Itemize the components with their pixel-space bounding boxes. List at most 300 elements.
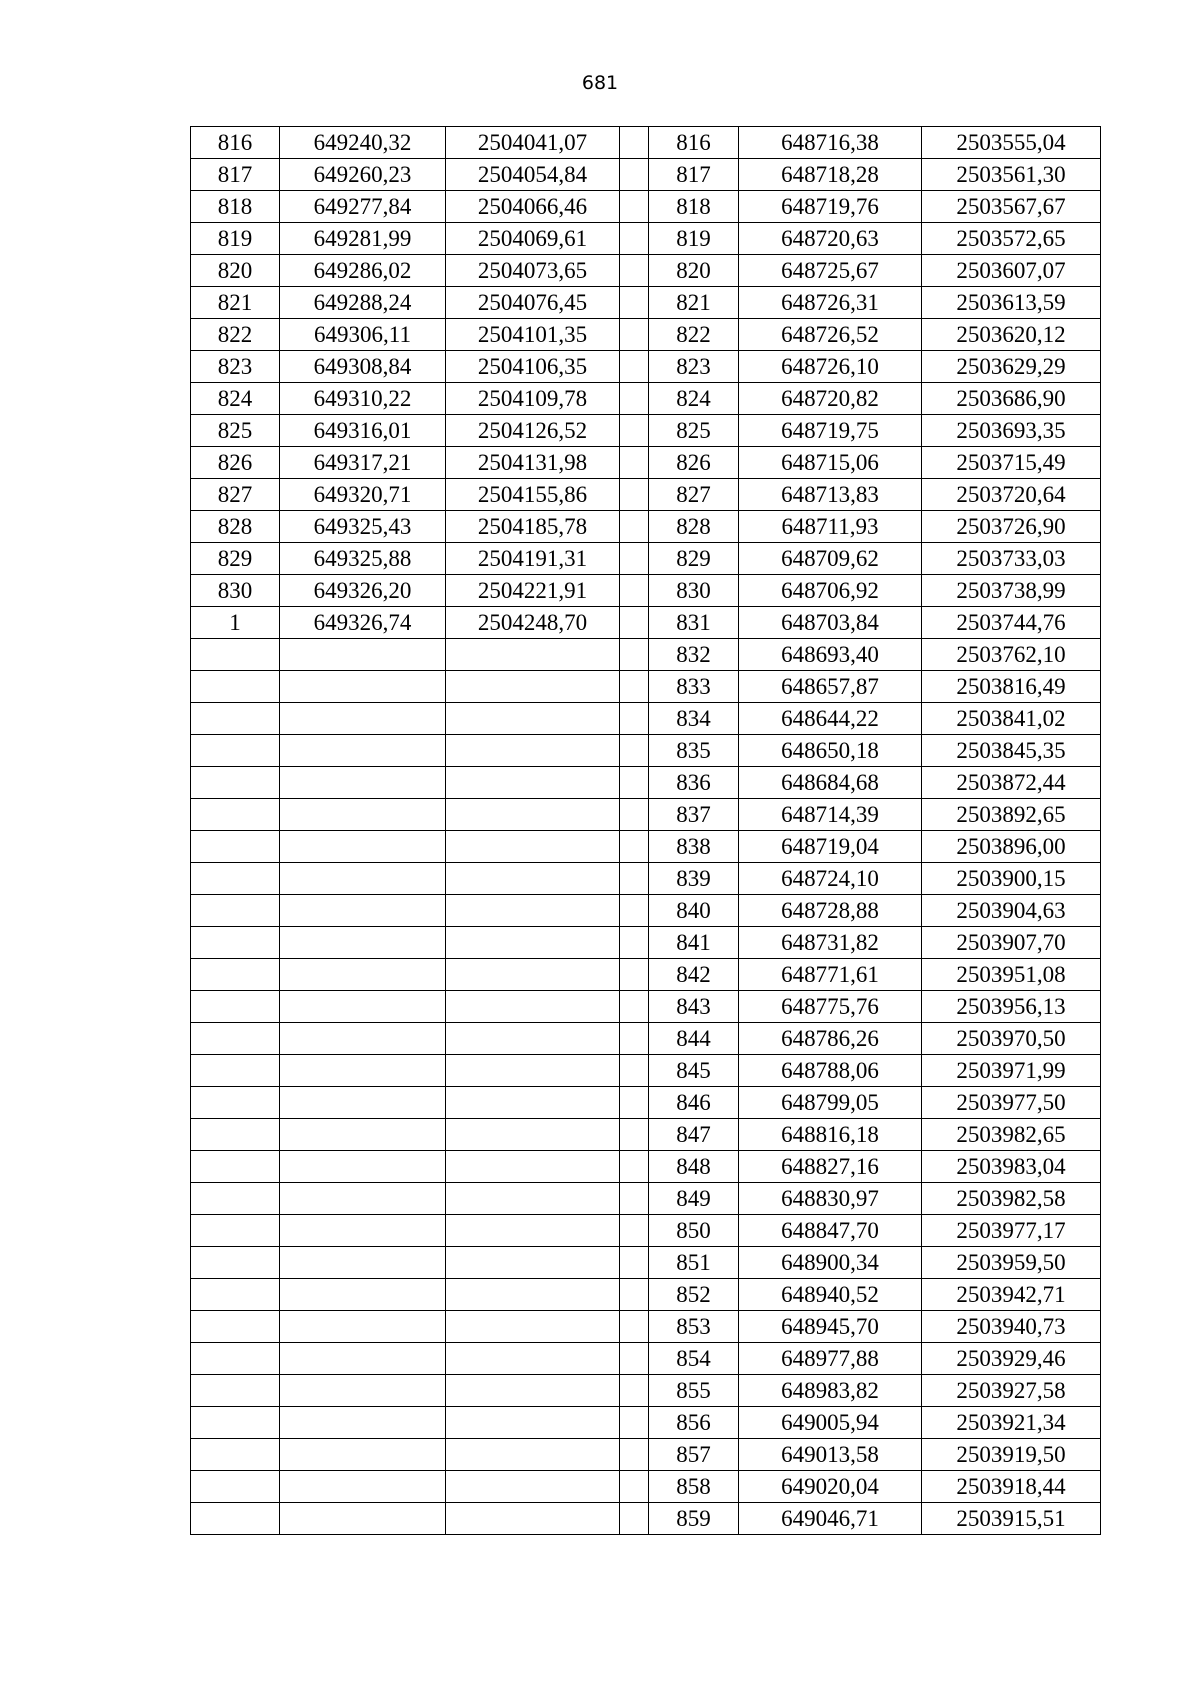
left-y-coordinate: 2504054,84 <box>446 159 620 191</box>
left-x-coordinate: 649240,32 <box>280 127 446 159</box>
left-point-number <box>191 1439 280 1471</box>
left-y-coordinate <box>446 735 620 767</box>
right-x-coordinate: 648945,70 <box>739 1311 922 1343</box>
left-point-number: 823 <box>191 351 280 383</box>
left-point-number <box>191 927 280 959</box>
separator-cell <box>620 1247 649 1279</box>
table-row <box>191 927 1101 959</box>
right-y-coordinate: 2503726,90 <box>922 511 1101 543</box>
left-point-number: 819 <box>191 223 280 255</box>
separator-cell <box>620 959 649 991</box>
separator-cell <box>620 831 649 863</box>
table-row <box>191 1311 1101 1343</box>
table-row <box>191 511 1101 543</box>
left-y-coordinate <box>446 1151 620 1183</box>
separator-cell <box>620 1183 649 1215</box>
right-y-coordinate: 2503977,50 <box>922 1087 1101 1119</box>
left-x-coordinate <box>280 1247 446 1279</box>
right-point-number: 824 <box>649 383 739 415</box>
right-y-coordinate: 2503940,73 <box>922 1311 1101 1343</box>
right-y-coordinate: 2503715,49 <box>922 447 1101 479</box>
right-x-coordinate: 648684,68 <box>739 767 922 799</box>
right-point-number: 825 <box>649 415 739 447</box>
table-row <box>191 127 1101 159</box>
left-x-coordinate <box>280 639 446 671</box>
table-row <box>191 1023 1101 1055</box>
right-y-coordinate: 2503613,59 <box>922 287 1101 319</box>
left-x-coordinate <box>280 991 446 1023</box>
right-point-number: 842 <box>649 959 739 991</box>
separator-cell <box>620 895 649 927</box>
left-y-coordinate <box>446 1215 620 1247</box>
left-x-coordinate <box>280 703 446 735</box>
left-y-coordinate: 2504041,07 <box>446 127 620 159</box>
left-y-coordinate <box>446 639 620 671</box>
right-point-number: 839 <box>649 863 739 895</box>
left-y-coordinate: 2504191,31 <box>446 543 620 575</box>
separator-cell <box>620 1343 649 1375</box>
right-point-number: 857 <box>649 1439 739 1471</box>
left-point-number <box>191 1279 280 1311</box>
left-y-coordinate <box>446 927 620 959</box>
table-row <box>191 1375 1101 1407</box>
right-x-coordinate: 648726,52 <box>739 319 922 351</box>
right-x-coordinate: 648731,82 <box>739 927 922 959</box>
right-y-coordinate: 2503970,50 <box>922 1023 1101 1055</box>
page-number: 681 <box>581 72 619 94</box>
right-point-number: 840 <box>649 895 739 927</box>
right-x-coordinate: 648728,88 <box>739 895 922 927</box>
left-x-coordinate: 649325,43 <box>280 511 446 543</box>
table-row <box>191 255 1101 287</box>
right-x-coordinate: 648719,76 <box>739 191 922 223</box>
left-x-coordinate <box>280 1151 446 1183</box>
separator-cell <box>620 159 649 191</box>
right-x-coordinate: 648799,05 <box>739 1087 922 1119</box>
right-y-coordinate: 2503900,15 <box>922 863 1101 895</box>
left-point-number: 817 <box>191 159 280 191</box>
left-point-number <box>191 1023 280 1055</box>
table-row <box>191 671 1101 703</box>
right-y-coordinate: 2503921,34 <box>922 1407 1101 1439</box>
right-point-number: 829 <box>649 543 739 575</box>
separator-cell <box>620 511 649 543</box>
left-y-coordinate: 2504066,46 <box>446 191 620 223</box>
left-y-coordinate <box>446 1343 620 1375</box>
left-point-number <box>191 1343 280 1375</box>
left-y-coordinate: 2504076,45 <box>446 287 620 319</box>
right-x-coordinate: 648657,87 <box>739 671 922 703</box>
left-point-number <box>191 639 280 671</box>
left-y-coordinate <box>446 1247 620 1279</box>
left-x-coordinate <box>280 1471 446 1503</box>
right-x-coordinate: 648703,84 <box>739 607 922 639</box>
right-point-number: 845 <box>649 1055 739 1087</box>
left-y-coordinate <box>446 895 620 927</box>
table-row <box>191 895 1101 927</box>
right-y-coordinate: 2503942,71 <box>922 1279 1101 1311</box>
right-y-coordinate: 2503733,03 <box>922 543 1101 575</box>
right-y-coordinate: 2503607,07 <box>922 255 1101 287</box>
right-x-coordinate: 648726,10 <box>739 351 922 383</box>
right-y-coordinate: 2503720,64 <box>922 479 1101 511</box>
separator-cell <box>620 799 649 831</box>
right-x-coordinate: 648775,76 <box>739 991 922 1023</box>
separator-cell <box>620 575 649 607</box>
right-y-coordinate: 2503919,50 <box>922 1439 1101 1471</box>
right-point-number: 855 <box>649 1375 739 1407</box>
left-x-coordinate: 649277,84 <box>280 191 446 223</box>
right-y-coordinate: 2503567,67 <box>922 191 1101 223</box>
table-row <box>191 1055 1101 1087</box>
left-x-coordinate <box>280 735 446 767</box>
left-point-number: 818 <box>191 191 280 223</box>
left-y-coordinate <box>446 799 620 831</box>
coordinates-table-body <box>191 127 1101 1535</box>
right-x-coordinate: 648771,61 <box>739 959 922 991</box>
left-x-coordinate <box>280 1119 446 1151</box>
left-point-number <box>191 1119 280 1151</box>
separator-cell <box>620 479 649 511</box>
left-point-number: 820 <box>191 255 280 287</box>
left-x-coordinate: 649288,24 <box>280 287 446 319</box>
left-x-coordinate <box>280 1087 446 1119</box>
left-y-coordinate: 2504155,86 <box>446 479 620 511</box>
right-x-coordinate: 648715,06 <box>739 447 922 479</box>
right-x-coordinate: 648724,10 <box>739 863 922 895</box>
right-point-number: 819 <box>649 223 739 255</box>
left-y-coordinate: 2504073,65 <box>446 255 620 287</box>
separator-cell <box>620 447 649 479</box>
table-row <box>191 447 1101 479</box>
left-y-coordinate <box>446 1311 620 1343</box>
left-y-coordinate: 2504101,35 <box>446 319 620 351</box>
left-x-coordinate: 649325,88 <box>280 543 446 575</box>
left-y-coordinate <box>446 767 620 799</box>
separator-cell <box>620 671 649 703</box>
right-point-number: 843 <box>649 991 739 1023</box>
table-row <box>191 799 1101 831</box>
right-point-number: 830 <box>649 575 739 607</box>
table-row <box>191 1439 1101 1471</box>
table-row <box>191 1183 1101 1215</box>
right-x-coordinate: 648726,31 <box>739 287 922 319</box>
right-y-coordinate: 2503555,04 <box>922 127 1101 159</box>
left-y-coordinate <box>446 1183 620 1215</box>
left-y-coordinate: 2504106,35 <box>446 351 620 383</box>
left-x-coordinate <box>280 1311 446 1343</box>
right-y-coordinate: 2503686,90 <box>922 383 1101 415</box>
left-point-number <box>191 1503 280 1535</box>
right-point-number: 854 <box>649 1343 739 1375</box>
right-y-coordinate: 2503929,46 <box>922 1343 1101 1375</box>
left-x-coordinate <box>280 671 446 703</box>
separator-cell <box>620 1439 649 1471</box>
left-point-number: 822 <box>191 319 280 351</box>
table-row <box>191 1503 1101 1535</box>
separator-cell <box>620 1151 649 1183</box>
right-point-number: 826 <box>649 447 739 479</box>
table-row <box>191 1215 1101 1247</box>
right-x-coordinate: 648706,92 <box>739 575 922 607</box>
right-point-number: 828 <box>649 511 739 543</box>
separator-cell <box>620 607 649 639</box>
left-x-coordinate <box>280 767 446 799</box>
right-point-number: 859 <box>649 1503 739 1535</box>
left-point-number <box>191 1375 280 1407</box>
right-x-coordinate: 649020,04 <box>739 1471 922 1503</box>
separator-cell <box>620 191 649 223</box>
left-y-coordinate: 2504069,61 <box>446 223 620 255</box>
left-point-number <box>191 831 280 863</box>
separator-cell <box>620 1119 649 1151</box>
left-point-number: 821 <box>191 287 280 319</box>
left-point-number: 829 <box>191 543 280 575</box>
separator-cell <box>620 863 649 895</box>
right-point-number: 827 <box>649 479 739 511</box>
right-point-number: 847 <box>649 1119 739 1151</box>
right-y-coordinate: 2503841,02 <box>922 703 1101 735</box>
left-point-number <box>191 1087 280 1119</box>
table-row <box>191 383 1101 415</box>
coordinates-table <box>190 126 1101 1535</box>
right-point-number: 835 <box>649 735 739 767</box>
left-point-number <box>191 703 280 735</box>
right-x-coordinate: 648718,28 <box>739 159 922 191</box>
right-y-coordinate: 2503629,29 <box>922 351 1101 383</box>
table-row <box>191 767 1101 799</box>
separator-cell <box>620 1471 649 1503</box>
left-y-coordinate: 2504109,78 <box>446 383 620 415</box>
left-point-number: 830 <box>191 575 280 607</box>
right-y-coordinate: 2503907,70 <box>922 927 1101 959</box>
right-point-number: 823 <box>649 351 739 383</box>
left-point-number: 824 <box>191 383 280 415</box>
right-point-number: 858 <box>649 1471 739 1503</box>
separator-cell <box>620 127 649 159</box>
right-x-coordinate: 648719,04 <box>739 831 922 863</box>
table-row <box>191 287 1101 319</box>
left-x-coordinate <box>280 1215 446 1247</box>
left-point-number <box>191 735 280 767</box>
table-row <box>191 607 1101 639</box>
left-x-coordinate <box>280 1279 446 1311</box>
separator-cell <box>620 927 649 959</box>
left-y-coordinate: 2504248,70 <box>446 607 620 639</box>
separator-cell <box>620 1055 649 1087</box>
right-point-number: 852 <box>649 1279 739 1311</box>
right-point-number: 822 <box>649 319 739 351</box>
table-row <box>191 1247 1101 1279</box>
left-x-coordinate <box>280 831 446 863</box>
right-y-coordinate: 2503738,99 <box>922 575 1101 607</box>
left-point-number <box>191 799 280 831</box>
right-point-number: 834 <box>649 703 739 735</box>
left-x-coordinate <box>280 863 446 895</box>
right-x-coordinate: 648900,34 <box>739 1247 922 1279</box>
table-row <box>191 415 1101 447</box>
right-point-number: 856 <box>649 1407 739 1439</box>
separator-cell <box>620 1087 649 1119</box>
left-y-coordinate <box>446 1375 620 1407</box>
right-y-coordinate: 2503872,44 <box>922 767 1101 799</box>
right-y-coordinate: 2503904,63 <box>922 895 1101 927</box>
separator-cell <box>620 1503 649 1535</box>
right-point-number: 816 <box>649 127 739 159</box>
table-row <box>191 703 1101 735</box>
table-row <box>191 735 1101 767</box>
table-row <box>191 575 1101 607</box>
right-x-coordinate: 648709,62 <box>739 543 922 575</box>
right-y-coordinate: 2503959,50 <box>922 1247 1101 1279</box>
right-point-number: 818 <box>649 191 739 223</box>
separator-cell <box>620 287 649 319</box>
left-point-number <box>191 959 280 991</box>
table-row <box>191 991 1101 1023</box>
left-y-coordinate <box>446 863 620 895</box>
right-x-coordinate: 648720,63 <box>739 223 922 255</box>
right-y-coordinate: 2503845,35 <box>922 735 1101 767</box>
right-x-coordinate: 648977,88 <box>739 1343 922 1375</box>
left-y-coordinate: 2504221,91 <box>446 575 620 607</box>
left-point-number <box>191 1055 280 1087</box>
left-x-coordinate <box>280 799 446 831</box>
right-y-coordinate: 2503956,13 <box>922 991 1101 1023</box>
table-row <box>191 543 1101 575</box>
right-y-coordinate: 2503762,10 <box>922 639 1101 671</box>
table-row <box>191 479 1101 511</box>
left-x-coordinate: 649310,22 <box>280 383 446 415</box>
left-x-coordinate <box>280 895 446 927</box>
left-y-coordinate <box>446 991 620 1023</box>
table-row <box>191 159 1101 191</box>
separator-cell <box>620 383 649 415</box>
left-x-coordinate <box>280 1375 446 1407</box>
right-point-number: 837 <box>649 799 739 831</box>
right-x-coordinate: 648830,97 <box>739 1183 922 1215</box>
right-x-coordinate: 648720,82 <box>739 383 922 415</box>
left-x-coordinate <box>280 1343 446 1375</box>
right-x-coordinate: 648716,38 <box>739 127 922 159</box>
left-y-coordinate <box>446 671 620 703</box>
right-y-coordinate: 2503951,08 <box>922 959 1101 991</box>
right-point-number: 844 <box>649 1023 739 1055</box>
right-point-number: 848 <box>649 1151 739 1183</box>
right-point-number: 817 <box>649 159 739 191</box>
right-y-coordinate: 2503927,58 <box>922 1375 1101 1407</box>
left-x-coordinate <box>280 1439 446 1471</box>
right-y-coordinate: 2503744,76 <box>922 607 1101 639</box>
left-x-coordinate <box>280 1503 446 1535</box>
right-point-number: 849 <box>649 1183 739 1215</box>
right-x-coordinate: 648983,82 <box>739 1375 922 1407</box>
table-row <box>191 191 1101 223</box>
left-point-number <box>191 767 280 799</box>
left-point-number <box>191 1471 280 1503</box>
separator-cell <box>620 735 649 767</box>
left-y-coordinate <box>446 1439 620 1471</box>
right-x-coordinate: 648711,93 <box>739 511 922 543</box>
right-y-coordinate: 2503816,49 <box>922 671 1101 703</box>
right-point-number: 836 <box>649 767 739 799</box>
left-y-coordinate <box>446 1055 620 1087</box>
left-point-number: 828 <box>191 511 280 543</box>
right-point-number: 838 <box>649 831 739 863</box>
table-row <box>191 863 1101 895</box>
left-y-coordinate <box>446 831 620 863</box>
left-point-number: 825 <box>191 415 280 447</box>
left-point-number: 816 <box>191 127 280 159</box>
right-y-coordinate: 2503693,35 <box>922 415 1101 447</box>
left-point-number <box>191 895 280 927</box>
separator-cell <box>620 351 649 383</box>
left-x-coordinate: 649281,99 <box>280 223 446 255</box>
left-y-coordinate <box>446 1087 620 1119</box>
left-point-number <box>191 671 280 703</box>
separator-cell <box>620 415 649 447</box>
right-x-coordinate: 648644,22 <box>739 703 922 735</box>
separator-cell <box>620 991 649 1023</box>
right-point-number: 850 <box>649 1215 739 1247</box>
table-row <box>191 959 1101 991</box>
left-x-coordinate: 649308,84 <box>280 351 446 383</box>
left-y-coordinate <box>446 1407 620 1439</box>
table-row <box>191 1343 1101 1375</box>
separator-cell <box>620 1407 649 1439</box>
right-y-coordinate: 2503983,04 <box>922 1151 1101 1183</box>
separator-cell <box>620 543 649 575</box>
left-x-coordinate: 649306,11 <box>280 319 446 351</box>
right-y-coordinate: 2503561,30 <box>922 159 1101 191</box>
left-x-coordinate: 649326,20 <box>280 575 446 607</box>
table-row <box>191 1119 1101 1151</box>
separator-cell <box>620 639 649 671</box>
left-x-coordinate <box>280 1407 446 1439</box>
left-point-number: 827 <box>191 479 280 511</box>
right-point-number: 853 <box>649 1311 739 1343</box>
separator-cell <box>620 255 649 287</box>
left-x-coordinate: 649317,21 <box>280 447 446 479</box>
right-x-coordinate: 649046,71 <box>739 1503 922 1535</box>
table-row <box>191 319 1101 351</box>
right-point-number: 831 <box>649 607 739 639</box>
right-x-coordinate: 648650,18 <box>739 735 922 767</box>
right-x-coordinate: 648847,70 <box>739 1215 922 1247</box>
right-y-coordinate: 2503896,00 <box>922 831 1101 863</box>
table-row <box>191 1407 1101 1439</box>
table-row <box>191 223 1101 255</box>
right-x-coordinate: 648816,18 <box>739 1119 922 1151</box>
right-y-coordinate: 2503572,65 <box>922 223 1101 255</box>
right-x-coordinate: 648786,26 <box>739 1023 922 1055</box>
left-y-coordinate <box>446 1119 620 1151</box>
right-x-coordinate: 648725,67 <box>739 255 922 287</box>
right-point-number: 832 <box>649 639 739 671</box>
table-row <box>191 1279 1101 1311</box>
right-x-coordinate: 648714,39 <box>739 799 922 831</box>
right-point-number: 841 <box>649 927 739 959</box>
right-x-coordinate: 648827,16 <box>739 1151 922 1183</box>
left-x-coordinate <box>280 959 446 991</box>
left-point-number <box>191 1151 280 1183</box>
right-x-coordinate: 648713,83 <box>739 479 922 511</box>
right-y-coordinate: 2503892,65 <box>922 799 1101 831</box>
left-y-coordinate <box>446 959 620 991</box>
right-point-number: 833 <box>649 671 739 703</box>
left-x-coordinate <box>280 1055 446 1087</box>
left-y-coordinate: 2504131,98 <box>446 447 620 479</box>
left-x-coordinate <box>280 1023 446 1055</box>
